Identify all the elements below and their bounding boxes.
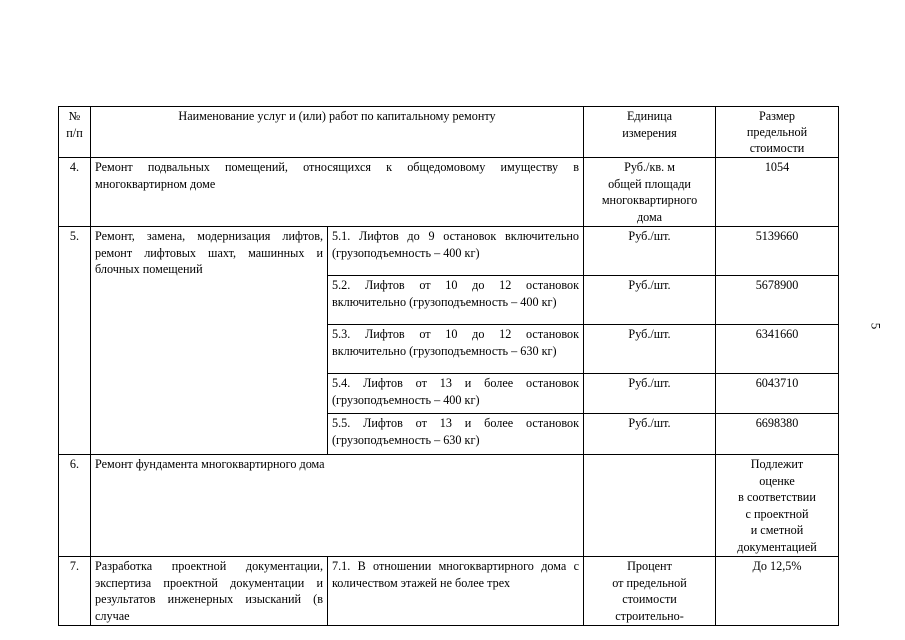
row-name: Ремонт подвальных помещений, относящихся к общедомовому имуществу в многоквартирном доме xyxy=(91,158,584,227)
table-row xyxy=(59,227,839,276)
sub-item-unit: Руб./шт. xyxy=(584,374,716,414)
header-num: № п/п xyxy=(59,107,91,158)
sub-item-name: 7.1. В отношении многоквартирного дома с количеством этажей не более трех xyxy=(328,557,584,626)
header-unit: Единица измерения xyxy=(584,107,716,158)
sub-item-name: 5.4. Лифтов от 13 и более остановок (грузоподъемность – 400 кг) xyxy=(328,374,584,414)
row-cost: Подлежит оценке в соответствии с проектной и сметной документацией xyxy=(716,455,839,557)
sub-item-unit: Руб./шт. xyxy=(584,325,716,374)
sub-item-name: 5.5. Лифтов от 13 и более остановок (грузоподъемность – 630 кг) xyxy=(328,414,584,455)
row-num: 7. xyxy=(59,557,91,626)
sub-item-cost: 6341660 xyxy=(716,325,839,374)
sub-item-unit: Руб./шт. xyxy=(584,414,716,455)
row-unit: Руб./кв. м общей площади многоквартирного дома xyxy=(584,158,716,227)
row-unit xyxy=(584,455,716,557)
row-unit: Процент от предельной стоимости строительно- xyxy=(584,557,716,626)
sub-item-unit: Руб./шт. xyxy=(584,276,716,325)
table-row xyxy=(59,455,839,557)
page-number: 5 xyxy=(868,322,884,330)
row-num: 6. xyxy=(59,455,91,557)
sub-item-name: 5.2. Лифтов от 10 до 12 остановок включительно (грузоподъемность – 400 кг) xyxy=(328,276,584,325)
row-name: Ремонт, замена, модернизация лифтов, ремонт лифтовых шахт, машинных и блочных помещений xyxy=(91,227,328,455)
table-row xyxy=(59,557,839,626)
table-header-row xyxy=(59,107,839,158)
row-num: 5. xyxy=(59,227,91,455)
row-num: 4. xyxy=(59,158,91,227)
sub-item-cost: 6698380 xyxy=(716,414,839,455)
sub-item-name: 5.1. Лифтов до 9 остановок включительно (грузоподъемность – 400 кг) xyxy=(328,227,584,276)
sub-item-unit: Руб./шт. xyxy=(584,227,716,276)
header-cost: Размер предельной стоимости xyxy=(716,107,839,158)
row-cost: До 12,5% xyxy=(716,557,839,626)
row-cost: 1054 xyxy=(716,158,839,227)
row-name: Ремонт фундамента многоквартирного дома xyxy=(91,455,584,557)
sub-item-cost: 5139660 xyxy=(716,227,839,276)
row-name: Разработка проектной документации, экспертиза проектной документации и результатов инженерных изысканий (в случае xyxy=(91,557,328,626)
header-name: Наименование услуг и (или) работ по капитальному ремонту xyxy=(91,107,584,158)
capital-repair-cost-table xyxy=(58,106,839,626)
sub-item-cost: 6043710 xyxy=(716,374,839,414)
sub-item-cost: 5678900 xyxy=(716,276,839,325)
sub-item-name: 5.3. Лифтов от 10 до 12 остановок включительно (грузоподъемность – 630 кг) xyxy=(328,325,584,374)
table-row xyxy=(59,158,839,227)
